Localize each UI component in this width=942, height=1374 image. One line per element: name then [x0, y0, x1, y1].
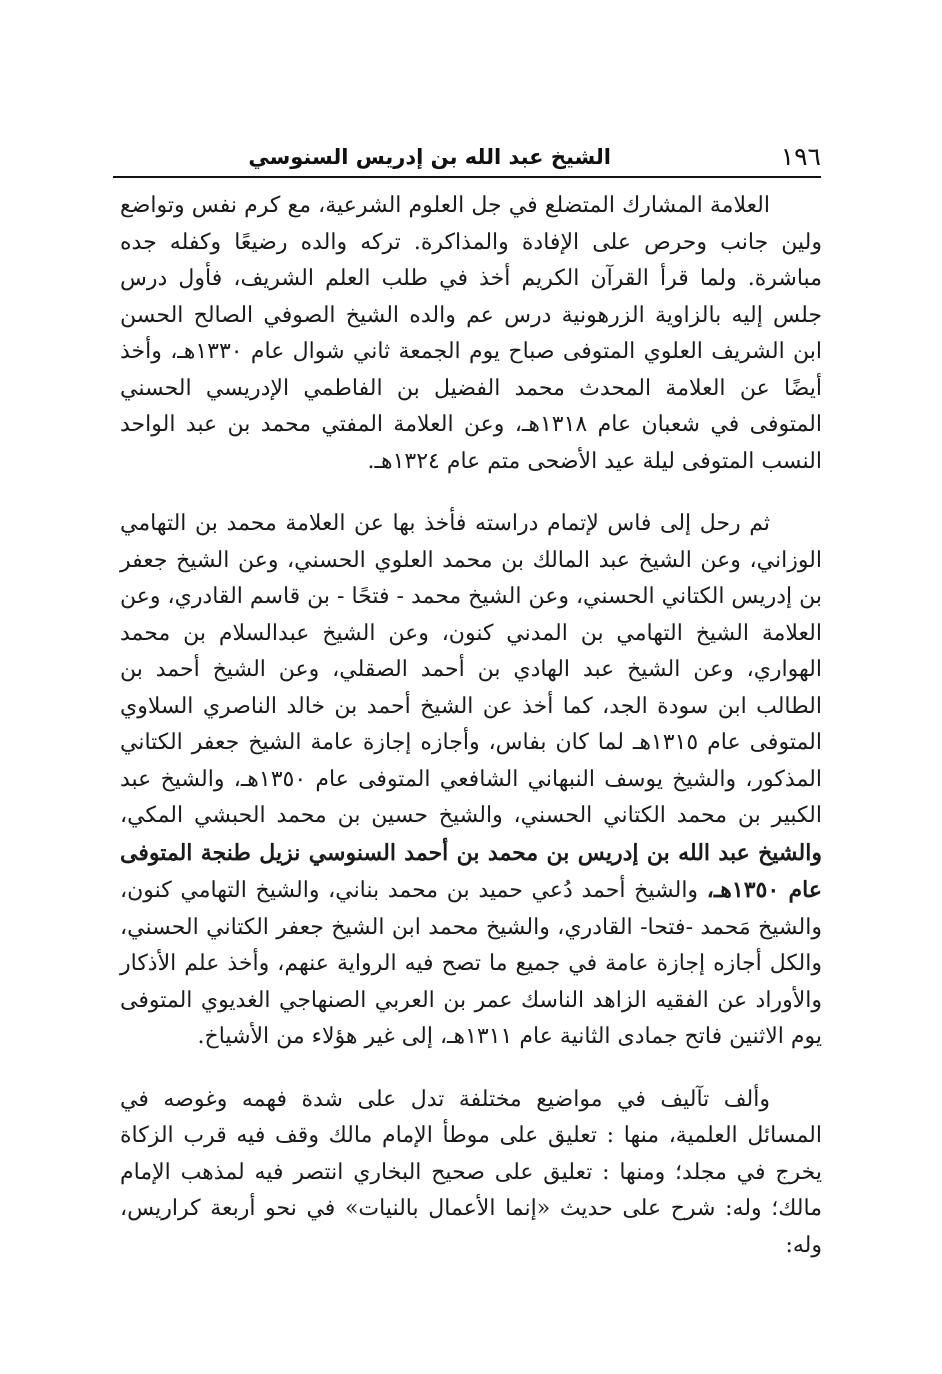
paragraph-1: العلامة المشارك المتضلع في جل العلوم الشرعية، مع كرم نفس وتواضع ولين جانب وحرص على الإفادة والمذاكرة. تركه والده رضيعًا وكفله جده مباشرة. ولما قرأ القرآن الكريم أخذ في طلب العلم الشريف، فأول درس جلس إليه بالزاوية الزرهونية درس عم والده الشيخ الصوفي الصالح الحسن ابن الشريف العلوي المتوفى صباح يوم الجمعة ثاني شوال عام ١٣٣٠هـ، وأخذ أيضًا عن العلامة المحدث محمد الفضيل بن الفاطمي الإدريسي الحسني المتوفى في شعبان عام ١٣١٨هـ، وعن العلامة المفتي محمد بن عبد الواحد النسب المتوفى ليلة عيد الأضحى متم عام ١٣٢٤هـ. — [120, 193, 822, 474]
page-header — [113, 140, 821, 176]
paragraph-2-bold-part: والشيخ عبد الله بن إدريس بن محمد بن أحمد السنوسي نزيل طنجة المتوفى عام ١٣٥٠هـ، — [120, 839, 822, 903]
paragraph-2-part-1: ثم رحل إلى فاس لإتمام دراسته فأخذ بها عن العلامة محمد بن التهامي الوزاني، وعن الشيخ عبد المالك بن محمد العلوي الحسني، وعن الشيخ جعفر بن إدريس الكتاني الحسني، وعن الشيخ محمد - فتحًا - بن قاسم القادري، وعن العلامة الشيخ التهامي بن المدني كنون، وعن الشيخ عبدالسلام بن محمد الهواري، وعن الشيخ عبد الهادي بن أحمد الصقلي، وعن الشيخ أحمد بن الطالب ابن سودة الجد، كما أخذ عن الشيخ أحمد بن خالد الناصري السلاوي المتوفى عام ١٣١٥هـ لما كان بفاس، وأجازه إجازة عامة الشيخ جعفر الكتاني المذكور، والشيخ يوسف النبهاني الشافعي المتوفى عام ١٣٥٠هـ، والشيخ عبد الكبير بن محمد الكتاني الحسني، والشيخ حسين بن محمد الحبشي المكي، — [120, 511, 822, 828]
body-text — [120, 188, 822, 1264]
paragraph-3: وألف تآليف في مواضيع مختلفة تدل على شدة فهمه وغوصه في المسائل العلمية، منها : تعليق على موطأ الإمام مالك وقف فيه قرب الزكاة يخرج في مجلد؛ ومنها : تعليق على صحيح البخاري انتصر فيه لمذهب الإمام مالك؛ وله: شرح على حديث «إنما الأعمال بالنيات» في نحو أربعة كراريس، وله: — [120, 1086, 822, 1258]
running-title: الشيخ عبد الله بن إدريس السنوسي — [248, 145, 611, 169]
header-rule — [113, 176, 821, 178]
paragraph-2-part-2: والشيخ أحمد دُعي حميد بن محمد بناني، والشيخ التهامي كنون، والشيخ مَحمد -فتحا- القادري، والشيخ محمد ابن الشيخ جعفر الكتاني الحسني، والكل أجازه إجازة عامة في جميع ما تصح فيه الرواية عنهم، وأخذ علم الأذكار والأوراد عن الفقيه الزاهد الناسك عمر بن العربي الصنهاجي الغديوي المتوفى يوم الاثنين فاتح جمادى الثانية عام ١٣١١هـ، إلى غير هؤلاء من الأشياخ. — [120, 878, 822, 1049]
page-number: ١٩٦ — [780, 142, 821, 171]
paragraph-2 — [120, 506, 822, 1056]
